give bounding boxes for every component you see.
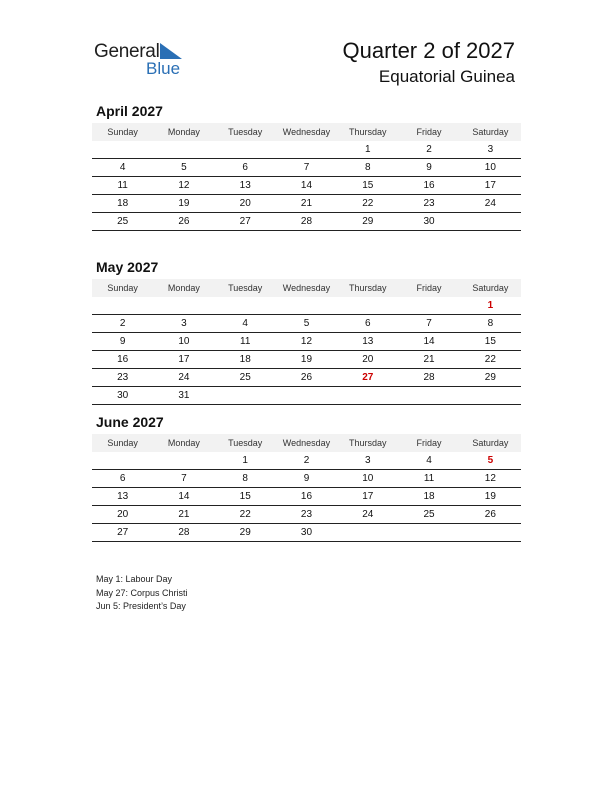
day-cell: 4 — [92, 159, 153, 177]
day-cell: 14 — [276, 177, 337, 195]
day-cell: 20 — [215, 195, 276, 213]
day-cell: 25 — [215, 369, 276, 387]
logo-word-general: General — [94, 41, 160, 62]
calendar-table — [92, 434, 521, 542]
week-row — [92, 315, 521, 333]
calendar-table — [92, 279, 521, 405]
holiday-day-cell: 27 — [337, 369, 398, 387]
weekday-header: Saturday — [460, 123, 521, 141]
day-cell: 15 — [337, 177, 398, 195]
holiday-note: May 1: Labour Day — [96, 574, 173, 584]
page-title: Quarter 2 of 2027 — [342, 38, 515, 63]
day-cell: 3 — [460, 141, 521, 159]
empty-cell — [398, 297, 459, 315]
weekday-header: Monday — [153, 279, 214, 297]
day-cell: 10 — [153, 333, 214, 351]
week-row — [92, 297, 521, 315]
weekday-header: Tuesday — [215, 434, 276, 452]
weekday-header: Saturday — [460, 279, 521, 297]
month-title: May 2027 — [96, 259, 159, 275]
day-cell: 9 — [92, 333, 153, 351]
holiday-day-cell: 1 — [460, 297, 521, 315]
week-row — [92, 470, 521, 488]
day-cell: 5 — [153, 159, 214, 177]
empty-cell — [398, 524, 459, 542]
empty-cell — [92, 297, 153, 315]
day-cell: 23 — [398, 195, 459, 213]
day-cell: 17 — [153, 351, 214, 369]
weekday-header: Friday — [398, 279, 459, 297]
day-cell: 11 — [92, 177, 153, 195]
empty-cell — [337, 297, 398, 315]
day-cell: 2 — [276, 452, 337, 470]
day-cell: 11 — [215, 333, 276, 351]
day-cell: 26 — [460, 506, 521, 524]
week-row — [92, 177, 521, 195]
week-row — [92, 488, 521, 506]
day-cell: 28 — [398, 369, 459, 387]
day-cell: 26 — [276, 369, 337, 387]
day-cell: 19 — [153, 195, 214, 213]
empty-cell — [276, 297, 337, 315]
day-cell: 12 — [460, 470, 521, 488]
holiday-note: May 27: Corpus Christi — [96, 587, 188, 598]
day-cell: 23 — [276, 506, 337, 524]
day-cell: 29 — [215, 524, 276, 542]
day-cell: 13 — [337, 333, 398, 351]
weekday-header: Wednesday — [276, 434, 337, 452]
day-cell: 14 — [398, 333, 459, 351]
day-cell: 17 — [460, 177, 521, 195]
day-cell: 22 — [460, 351, 521, 369]
empty-cell — [276, 141, 337, 159]
day-cell: 10 — [460, 159, 521, 177]
day-cell: 16 — [92, 351, 153, 369]
day-cell: 6 — [337, 315, 398, 333]
day-cell: 3 — [337, 452, 398, 470]
day-cell: 9 — [398, 159, 459, 177]
empty-cell — [92, 141, 153, 159]
weekday-header: Friday — [398, 123, 459, 141]
week-row — [92, 141, 521, 159]
day-cell: 13 — [92, 488, 153, 506]
day-cell: 20 — [92, 506, 153, 524]
day-cell: 11 — [398, 470, 459, 488]
day-cell: 10 — [337, 470, 398, 488]
week-row — [92, 387, 521, 405]
day-cell: 17 — [337, 488, 398, 506]
day-cell: 21 — [153, 506, 214, 524]
day-cell: 7 — [153, 470, 214, 488]
day-cell: 13 — [215, 177, 276, 195]
weekday-header: Monday — [153, 434, 214, 452]
weekday-header: Thursday — [337, 123, 398, 141]
day-cell: 15 — [215, 488, 276, 506]
day-cell: 8 — [460, 315, 521, 333]
weekday-header: Saturday — [460, 434, 521, 452]
day-cell: 8 — [215, 470, 276, 488]
day-cell: 4 — [215, 315, 276, 333]
day-cell: 3 — [153, 315, 214, 333]
month-may — [92, 259, 521, 405]
week-row — [92, 213, 521, 231]
week-row — [92, 351, 521, 369]
day-cell: 24 — [460, 195, 521, 213]
empty-cell — [460, 387, 521, 405]
day-cell: 21 — [276, 195, 337, 213]
day-cell: 12 — [153, 177, 214, 195]
weekday-header: Tuesday — [215, 279, 276, 297]
empty-cell — [276, 387, 337, 405]
weekday-header: Thursday — [337, 434, 398, 452]
day-cell: 22 — [215, 506, 276, 524]
day-cell: 12 — [276, 333, 337, 351]
week-row — [92, 524, 521, 542]
day-cell: 8 — [337, 159, 398, 177]
day-cell: 29 — [460, 369, 521, 387]
day-cell: 1 — [337, 141, 398, 159]
empty-cell — [398, 387, 459, 405]
day-cell: 7 — [276, 159, 337, 177]
empty-cell — [337, 387, 398, 405]
day-cell: 4 — [398, 452, 459, 470]
empty-cell — [460, 213, 521, 231]
logo-word-blue: Blue — [146, 59, 181, 78]
day-cell: 22 — [337, 195, 398, 213]
week-row — [92, 369, 521, 387]
day-cell: 27 — [215, 213, 276, 231]
empty-cell — [92, 452, 153, 470]
day-cell: 2 — [398, 141, 459, 159]
day-cell: 29 — [337, 213, 398, 231]
day-cell: 25 — [92, 213, 153, 231]
empty-cell — [153, 452, 214, 470]
day-cell: 16 — [398, 177, 459, 195]
week-row — [92, 506, 521, 524]
day-cell: 30 — [276, 524, 337, 542]
day-cell: 24 — [153, 369, 214, 387]
empty-cell — [460, 524, 521, 542]
day-cell: 18 — [92, 195, 153, 213]
day-cell: 31 — [153, 387, 214, 405]
empty-cell — [215, 141, 276, 159]
holiday-note: Jun 5: President’s Day — [96, 601, 186, 611]
country-name: Equatorial Guinea — [378, 67, 515, 86]
month-title: April 2027 — [96, 103, 163, 119]
week-row — [92, 333, 521, 351]
day-cell: 5 — [276, 315, 337, 333]
day-cell: 14 — [153, 488, 214, 506]
day-cell: 7 — [398, 315, 459, 333]
day-cell: 1 — [215, 452, 276, 470]
day-cell: 21 — [398, 351, 459, 369]
day-cell: 23 — [92, 369, 153, 387]
weekday-header: Sunday — [92, 279, 153, 297]
weekday-header: Monday — [153, 123, 214, 141]
day-cell: 18 — [398, 488, 459, 506]
day-cell: 15 — [460, 333, 521, 351]
day-cell: 6 — [92, 470, 153, 488]
holiday-notes — [96, 573, 188, 614]
month-april — [92, 103, 521, 231]
month-title: June 2027 — [96, 414, 164, 430]
weekday-header: Wednesday — [276, 123, 337, 141]
day-cell: 16 — [276, 488, 337, 506]
day-cell: 26 — [153, 213, 214, 231]
day-cell: 30 — [92, 387, 153, 405]
day-cell: 28 — [153, 524, 214, 542]
logo-triangle-icon — [160, 43, 182, 59]
calendar-table — [92, 123, 521, 231]
week-row — [92, 195, 521, 213]
weekday-header: Thursday — [337, 279, 398, 297]
day-cell: 25 — [398, 506, 459, 524]
day-cell: 30 — [398, 213, 459, 231]
weekday-header: Tuesday — [215, 123, 276, 141]
weekday-header: Sunday — [92, 434, 153, 452]
empty-cell — [215, 297, 276, 315]
day-cell: 27 — [92, 524, 153, 542]
day-cell: 19 — [276, 351, 337, 369]
empty-cell — [337, 524, 398, 542]
month-june — [92, 414, 521, 542]
day-cell: 28 — [276, 213, 337, 231]
week-row — [92, 159, 521, 177]
empty-cell — [153, 297, 214, 315]
weekday-header: Wednesday — [276, 279, 337, 297]
day-cell: 9 — [276, 470, 337, 488]
day-cell: 24 — [337, 506, 398, 524]
week-row — [92, 452, 521, 470]
empty-cell — [153, 141, 214, 159]
weekday-header: Sunday — [92, 123, 153, 141]
day-cell: 19 — [460, 488, 521, 506]
generalblue-logo — [94, 41, 194, 81]
holiday-day-cell: 5 — [460, 452, 521, 470]
day-cell: 2 — [92, 315, 153, 333]
empty-cell — [215, 387, 276, 405]
day-cell: 6 — [215, 159, 276, 177]
day-cell: 20 — [337, 351, 398, 369]
weekday-header: Friday — [398, 434, 459, 452]
day-cell: 18 — [215, 351, 276, 369]
